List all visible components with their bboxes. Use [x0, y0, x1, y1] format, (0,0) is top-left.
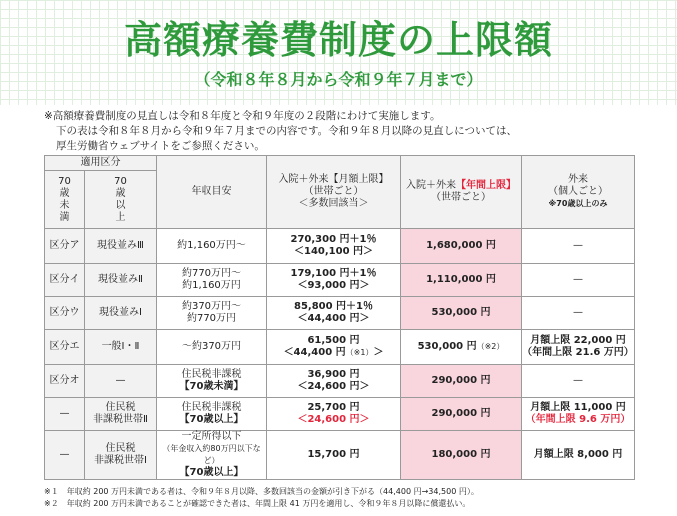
over-70-header: [85, 171, 157, 229]
income-line: 住民税非課税: [181, 402, 242, 413]
outpatient-header-note: ※70歳以上のみ: [548, 199, 608, 208]
category-under-70: —: [45, 431, 85, 480]
monthly-cell: [267, 431, 401, 480]
outpatient-cell: —: [522, 297, 635, 330]
outpatient-header-line-2: （個人ごと）: [548, 186, 608, 197]
monthly-value: 85,800 円＋1％: [293, 301, 374, 312]
income-line: 〜約370万円: [181, 341, 242, 352]
monthly-cell: [267, 365, 401, 398]
category-over-70: 一般Ⅰ・Ⅱ: [85, 330, 157, 365]
monthly-header-line-1: 入院＋外来【月額上限】: [278, 174, 389, 185]
category-line: 住民税: [105, 443, 136, 454]
outpatient-header-line-1: 外来: [568, 174, 588, 185]
category-over-70: —: [85, 365, 157, 398]
category-over-70: [85, 431, 157, 480]
category-under-70: 区分ウ: [45, 297, 85, 330]
monthly-header-line-3: ＜多数回該当＞: [298, 198, 369, 209]
outpatient-annual: （年間上限 9.6 万円）: [525, 414, 631, 425]
income-line: 約1,160万円〜: [177, 240, 246, 251]
income-line: 一定所得以下: [181, 431, 242, 442]
monthly-multi-value: ＜44,400 円: [283, 347, 346, 358]
annual-value: 530,000 円: [417, 341, 477, 352]
category-line: 住民税: [105, 402, 136, 413]
income-cell: [157, 398, 267, 431]
outpatient-header: [522, 156, 635, 229]
monthly-value: 36,900 円: [307, 369, 360, 380]
category-under-70: 区分オ: [45, 365, 85, 398]
monthly-cell: [267, 398, 401, 431]
income-cell: [157, 431, 267, 480]
annual-cell: 1,680,000 円: [401, 229, 522, 264]
annual-cell: [401, 330, 522, 365]
outpatient-cell: —: [522, 365, 635, 398]
monthly-multi-end: ＞: [373, 347, 384, 358]
monthly-multi-value: ＜140,100 円＞: [293, 246, 374, 257]
annual-cell: 290,000 円: [401, 398, 522, 431]
category-under-70: —: [45, 398, 85, 431]
table-row: [45, 398, 635, 431]
outpatient-monthly: 月額上限 22,000 円: [530, 335, 626, 346]
annual-cell: 530,000 円: [401, 297, 522, 330]
intro-note: [44, 109, 664, 154]
income-line: 住民税非課税: [181, 369, 242, 380]
outpatient-cell: [522, 398, 635, 431]
income-cell: [157, 297, 267, 330]
under-70-header: [45, 171, 85, 229]
annual-cell: 290,000 円: [401, 365, 522, 398]
monthly-multi-value: ＜44,400 円＞: [297, 313, 370, 324]
income-cell: [157, 229, 267, 264]
table-row: [45, 229, 635, 264]
table-row: [45, 297, 635, 330]
category-over-70: 現役並みⅢ: [85, 229, 157, 264]
monthly-cell: [267, 330, 401, 365]
category-over-70: [85, 398, 157, 431]
annual-header-prefix: 入院＋外来: [406, 180, 456, 191]
income-line: （年金収入約80万円以下など）: [162, 444, 261, 465]
table-row: [45, 365, 635, 398]
monthly-multi-value: ＜24,600 円＞: [297, 381, 370, 392]
monthly-cell: [267, 264, 401, 297]
table-row: [45, 431, 635, 480]
monthly-value: 61,500 円: [307, 335, 360, 346]
outpatient-cell: 月額上限 8,000 円: [522, 431, 635, 480]
income-line: 【70歳以上】: [179, 467, 244, 478]
monthly-cell: [267, 297, 401, 330]
category-under-70: 区分エ: [45, 330, 85, 365]
income-line: 約370万円〜: [181, 301, 242, 312]
applicable-category-header: 適用区分: [45, 156, 157, 171]
income-line: 約1,160万円: [182, 280, 241, 291]
outpatient-cell: —: [522, 229, 635, 264]
footnote-2: ※２ 年収約 200 万円未満であることが確認できた者は、年間上限 41 万円を適用し、令和９年８月以降に償還払い。: [44, 499, 471, 508]
over-70-header-text: 70 歳 以 上: [114, 175, 127, 223]
footnote-ref-1: （※1）: [345, 348, 374, 357]
outpatient-cell: —: [522, 264, 635, 297]
outpatient-cell: [522, 330, 635, 365]
page-title: 高額療養費制度の上限額: [123, 18, 553, 62]
income-line: 約770万円〜: [181, 268, 242, 279]
monthly-multi-value: ＜93,000 円＞: [297, 280, 370, 291]
monthly-value: 25,700 円: [307, 402, 360, 413]
annual-header-highlight: 【年間上限】: [456, 180, 516, 191]
category-line: 非課税世帯Ⅰ: [94, 455, 147, 466]
income-line: 約770万円: [186, 313, 237, 324]
monthly-value: 15,700 円: [307, 449, 360, 460]
income-line: 【70歳以上】: [179, 414, 244, 425]
annual-header-line-2: （世帯ごと）: [431, 192, 491, 203]
monthly-value: 179,100 円＋1％: [290, 268, 377, 279]
under-70-header-text: 70 歳 未 満: [58, 175, 71, 223]
footnote-ref-2: （※2）: [476, 342, 505, 351]
monthly-limit-header: [267, 156, 401, 229]
category-over-70: 現役並みⅡ: [85, 264, 157, 297]
limit-table: [44, 155, 635, 480]
table-row: [45, 330, 635, 365]
footnotes: [44, 486, 664, 510]
monthly-header-line-2: （世帯ごと）: [303, 186, 364, 197]
intro-note-line-1: ※高額療養費制度の見直しは令和８年度と令和９年度の２段階にわけて実施します。: [44, 110, 441, 122]
income-cell: [157, 264, 267, 297]
category-over-70: 現役並みⅠ: [85, 297, 157, 330]
page-subtitle: （令和８年８月から令和９年７月まで）: [194, 70, 483, 89]
category-under-70: 区分ア: [45, 229, 85, 264]
income-line: 【70歳未満】: [179, 381, 244, 392]
monthly-multi-value: ＜24,600 円＞: [297, 414, 370, 425]
footnote-1: ※１ 年収約 200 万円未満である者は、令和９年８月以降、多数回該当の金額が引き下がる（44,400 円→34,500 円）。: [44, 487, 479, 496]
category-under-70: 区分イ: [45, 264, 85, 297]
intro-note-line-2: 下の表は令和８年８月から令和９年７月までの内容です。令和９年８月以降の見直しについては、: [56, 125, 517, 137]
outpatient-monthly: 月額上限 11,000 円: [530, 402, 626, 413]
income-header: 年収目安: [157, 156, 267, 229]
monthly-cell: [267, 229, 401, 264]
table-row: [45, 264, 635, 297]
annual-cell: 1,110,000 円: [401, 264, 522, 297]
annual-limit-header: [401, 156, 522, 229]
category-line: 非課税世帯Ⅱ: [93, 414, 148, 425]
income-cell: [157, 330, 267, 365]
monthly-value: 270,300 円＋1％: [290, 234, 377, 245]
intro-note-line-3: 厚生労働省ウェブサイトをご参照ください。: [56, 140, 265, 152]
annual-cell: 180,000 円: [401, 431, 522, 480]
outpatient-annual: （年間上限 21.6 万円）: [522, 347, 634, 358]
income-cell: [157, 365, 267, 398]
